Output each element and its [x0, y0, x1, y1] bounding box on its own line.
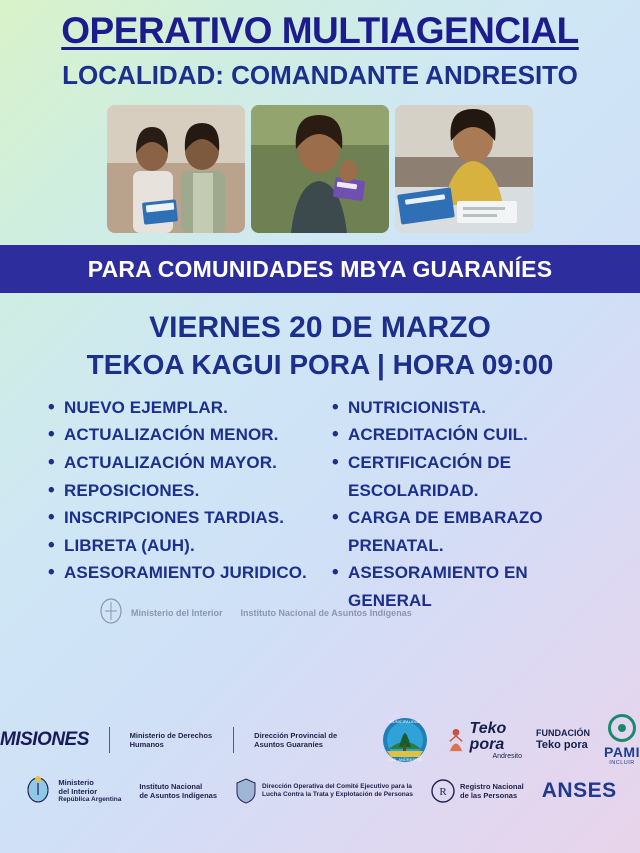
services-list-left	[48, 394, 322, 587]
logo-misiones	[0, 729, 89, 751]
photo-youths	[107, 105, 245, 233]
list-item: • NUTRICIONISTA.	[332, 394, 606, 422]
teko-pora-sub: Andresito	[492, 752, 523, 760]
list-item: • ASESORAMIENTO JURIDICO.	[48, 559, 322, 587]
event-date: VIERNES 20 DE MARZO	[149, 311, 491, 345]
crest-icon	[96, 596, 126, 630]
list-item: • ACTUALIZACIÓN MENOR.	[48, 421, 322, 449]
list-item: • ACREDITACIÓN CUIL.	[332, 421, 606, 449]
trata-label-2: Lucha Contra la Trata y Explotación de Personas	[262, 791, 413, 798]
teko-figure-icon	[447, 722, 465, 758]
ministerio-label-2: del Interior	[58, 786, 98, 796]
watermark-label: Ministerio del Interior	[131, 607, 223, 618]
list-item: • ACTUALIZACIÓN MAYOR.	[48, 449, 322, 477]
watermark-ministerio-interior	[96, 596, 223, 630]
watermark-inai	[241, 608, 412, 619]
inai-label-2: de Asuntos Indígenas	[139, 791, 217, 800]
trata-label-1: Dirección Operativa del Comité Ejecutivo para la	[262, 782, 412, 790]
shield-icon	[235, 778, 257, 804]
services-column-left	[48, 394, 322, 614]
renaper-label-1: Registro Nacional	[460, 781, 524, 791]
svg-text:R: R	[439, 786, 447, 798]
watermark-logos	[96, 596, 412, 630]
list-item: • INSCRIPCIONES TARDIAS.	[48, 504, 322, 532]
renaper-icon	[431, 779, 455, 803]
logo-comite-trata	[235, 778, 413, 804]
list-item: • LIBRETA (AUH).	[48, 532, 322, 560]
logo-teko-pora	[447, 721, 522, 760]
logo-municipalidad	[377, 715, 433, 765]
pami-circle-icon	[608, 714, 636, 742]
photo-strip	[0, 95, 640, 233]
list-item: • NUEVO EJEMPLAR.	[48, 394, 322, 422]
services-list-right	[332, 394, 606, 614]
logo-renaper	[431, 779, 524, 803]
municipal-crest-icon	[377, 715, 433, 765]
ministerio-label-3: República Argentina	[58, 796, 122, 804]
logo-pami	[604, 714, 640, 766]
photo-woman-writing	[395, 105, 533, 233]
svg-text:CTE. ANDRESITO: CTE. ANDRESITO	[387, 757, 422, 762]
logo-ministerio-interior	[23, 774, 121, 808]
logo-derechos-humanos: Ministerio de Derechos Humanos	[129, 730, 213, 749]
logo-fundacion	[536, 729, 590, 751]
poster-header	[0, 0, 640, 95]
logo-divider	[233, 727, 234, 753]
teko-pora-label: Teko pora	[469, 719, 507, 753]
logo-misiones-label: MISIONES	[0, 729, 89, 750]
services-lists	[0, 382, 640, 614]
list-item: • REPOSICIONES.	[48, 477, 322, 505]
communities-band-text: PARA COMUNIDADES MBYA GUARANÍES	[87, 255, 553, 282]
logos-row-primary	[0, 714, 640, 766]
pami-sub-label: INCLUIR	[609, 760, 635, 766]
list-item: • ASESORAMIENTO EN GENERAL	[332, 559, 606, 614]
page-subtitle: LOCALIDAD: COMANDANTE ANDRESITO	[62, 59, 578, 90]
logo-inai	[139, 782, 217, 801]
list-item: • CARGA DE EMBARAZO PRENATAL.	[332, 504, 606, 559]
renaper-label-2: de las Personas	[460, 791, 518, 800]
svg-text:MUNICIPALIDAD: MUNICIPALIDAD	[389, 719, 421, 724]
logos-row-secondary	[0, 774, 640, 808]
fundacion-name: Teko pora	[536, 738, 588, 751]
photo-woman-document	[251, 105, 389, 233]
ministerio-label-1: Ministerio	[58, 777, 94, 787]
argentina-crest-icon	[23, 774, 53, 808]
event-dates	[0, 293, 640, 382]
watermark-label: Instituto Nacional de Asuntos Indígenas	[240, 607, 412, 618]
event-place-time: TEKOA KAGUI PORA | HORA 09:00	[86, 348, 554, 380]
page-title: OPERATIVO MULTIAGENCIAL	[61, 10, 579, 51]
logo-asuntos-guaranies: Dirección Provincial de Asuntos Guaraníes	[254, 730, 338, 749]
pami-label: PAMI	[604, 744, 640, 760]
inai-label-1: Instituto Nacional	[139, 781, 203, 791]
fundacion-label: FUNDACIÓN	[536, 728, 591, 738]
logo-anses: ANSES	[541, 779, 617, 802]
communities-band	[0, 245, 640, 293]
list-item: • CERTIFICACIÓN DE ESCOLARIDAD.	[332, 449, 606, 504]
logo-divider	[109, 727, 110, 753]
services-column-right	[332, 394, 606, 614]
